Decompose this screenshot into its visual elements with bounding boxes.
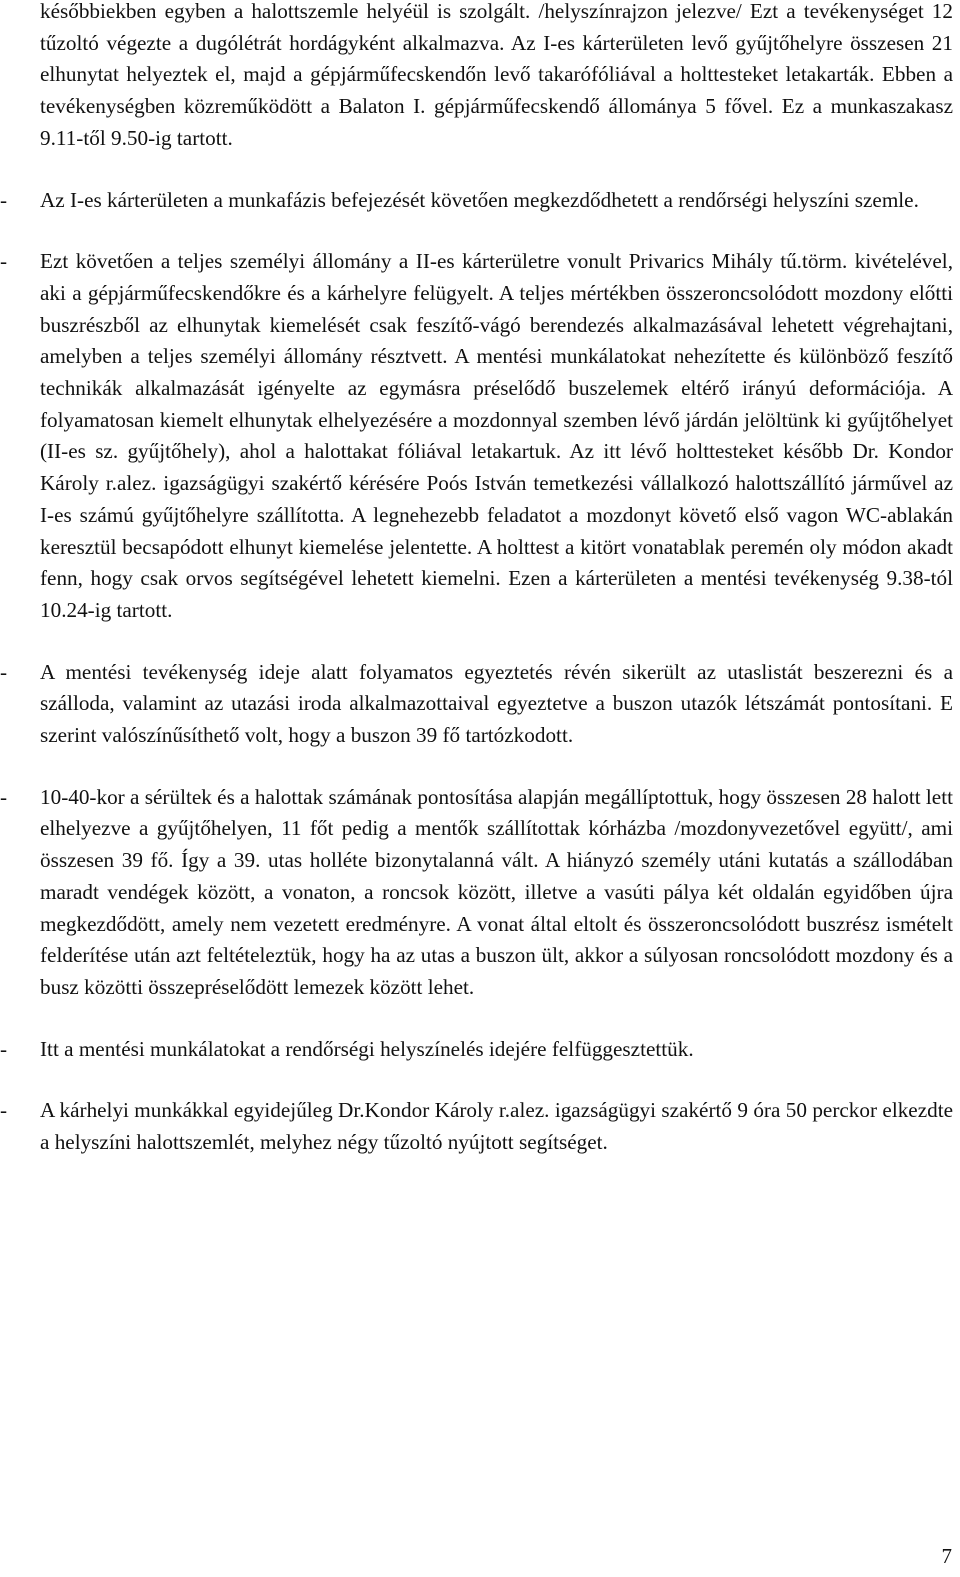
list-item bbox=[0, 657, 953, 752]
paragraph-gap bbox=[40, 752, 953, 782]
paragraph-gap bbox=[40, 155, 953, 185]
list-item bbox=[0, 1034, 953, 1066]
page-number: 7 bbox=[941, 1544, 952, 1568]
paragraph-gap bbox=[40, 216, 953, 246]
list-item-text: A kárhelyi munkákkal egyidejűleg Dr.Kondor Károly r.alez. igazságügyi szakértő 9 óra 50 perckor elkezdte a helyszíni halottszemlét, melyhez négy tűzoltó nyújtott segítséget. bbox=[40, 1098, 953, 1155]
list-item-text: Az I-es kárterületen a munkafázis befejezését követően megkezdődhetett a rendőrségi helyszíni szemle. bbox=[40, 187, 919, 212]
list-item-text: Itt a mentési munkálatokat a rendőrségi helyszínelés idejére felfüggesztettük. bbox=[40, 1036, 694, 1061]
paragraph-gap bbox=[40, 1065, 953, 1095]
bullet-dash: - bbox=[0, 1036, 8, 1061]
bullet-dash: - bbox=[0, 187, 8, 212]
list-item-text: 10-40-kor a sérültek és a halottak számának pontosítása alapján megállíptottuk, hogy összesen 28 halott lett elhelyezve a gyűjtőhelyen, 11 főt pedig a mentők szállítottak kórházba /mozdonyvezetővel együtt/, ami összesen 39 fő. Így a 39. utas holléte bizonytalanná vált. A hiányzó személy utáni kutatás a szállodában maradt vendégek között, a vonaton, a roncsok között, illetve a vasúti pálya két oldalán egyidőben újra megkezdődött, amely nem vezetett eredményre. A vonat által eltolt és összeroncsolódott buszrész ismételt felderítése után azt feltételeztük, hogy ha az utas a buszon ült, akkor a súlyosan roncsolódott mozdony és a busz közötti összepréselődött lemezek között lehet. bbox=[40, 784, 953, 999]
bullet-dash: - bbox=[0, 784, 8, 809]
list-item bbox=[0, 782, 953, 1004]
paragraph-gap bbox=[40, 627, 953, 657]
list-item-text: A mentési tevékenység ideje alatt folyamatos egyeztetés révén sikerült az utaslistát beszerezni és a szálloda, valamint az utazási iroda alkalmazottaival egyeztetve a buszon utazók létszámát pontosítani. E szerint valószínűsíthető volt, hogy a buszon 39 fő tartózkodott. bbox=[40, 659, 953, 748]
list-item bbox=[0, 1095, 953, 1158]
list-item-text: Ezt követően a teljes személyi állomány a II-es kárterületre vonult Privarics Mihály tű.törm. kivételével, aki a gépjárműfecskendőkre és a kárhelyre felügyelt. A teljes mértékben összeroncsolódott mozdony előtti buszrészből az elhunytak kiemelését csak feszítő-vágó berendezés alkalmazásával lehetett végrehajtani, amelyben a teljes személyi állomány résztvett. A mentési munkálatokat nehezítette és különböző feszítő technikák alkalmazását igényelte az egymásra préselődő buszelemek eltérő irányú deformációja. A folyamatosan kiemelt elhunytak elhelyezésére a mozdonnyal szemben lévő járdán jelöltünk ki gyűjtőhelyet (II-es sz. gyűjtőhely), ahol a halottakat fóliával letakartuk. Az itt lévő holttesteket később Dr. Kondor Károly r.alez. igazságügyi szakértő kérésére Poós István temetkezési vállalkozó halottszállító járművel az I-es számú gyűjtőhelyre szállította. A legnehezebb feladatot a mozdonyt követő első vagon WC-ablakán keresztül becsapódott elhunyt kiemelése jelentette. A holttest a kitört vonatablak peremén oly módon akadt fenn, hogy csak orvos segítségével lehetett kiemelni. Ezen a kárterületen a mentési tevékenység 9.38-tól 10.24-ig tartott. bbox=[40, 249, 953, 622]
list-item bbox=[0, 185, 953, 217]
paragraph-gap bbox=[40, 1004, 953, 1034]
bullet-dash: - bbox=[0, 1098, 8, 1123]
bullet-dash: - bbox=[0, 659, 8, 684]
list-item bbox=[0, 246, 953, 626]
intro-paragraph: későbbiekben egyben a halottszemle helyéül is szolgált. /helyszínrajzon jelezve/ Ezt a tevékenységet 12 tűzoltó végezte a dugólétrát hordágyként alkalmazva. Az I-es kárterületen levő gyűjtőhelyre összesen 21 elhunytat helyeztek el, majd a gépjárműfecskendőn levő takarófóliával a holttesteket letakarták. Ebben a tevékenységben közreműködött a Balaton I. gépjárműfecskendő állománya 5 fővel. Ez a munkaszakasz 9.11-től 9.50-ig tartott. bbox=[40, 0, 953, 150]
bullet-dash: - bbox=[0, 249, 8, 274]
